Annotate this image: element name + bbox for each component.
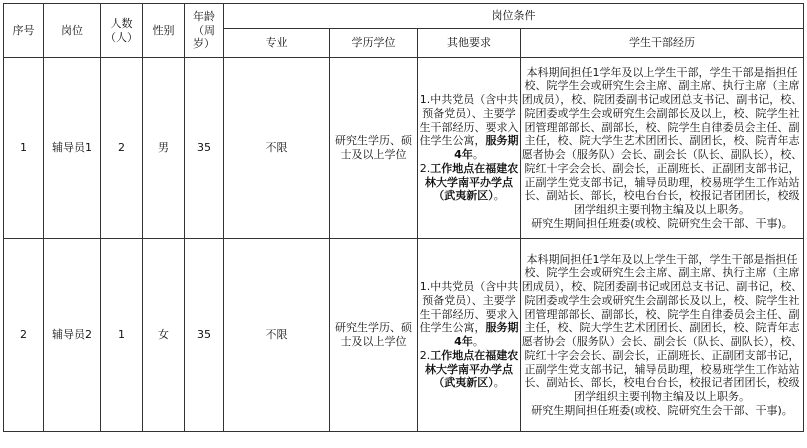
requirement-item-2	[418, 349, 520, 390]
cell-other-requirements	[418, 58, 521, 239]
header-count: 人数（人）	[101, 4, 143, 58]
cell-other-requirements	[418, 239, 521, 432]
requirement-emphasis: 工作地点在福建农林大学南平办学点（武夷新区）	[425, 161, 519, 203]
requirement-text: 1.中共党员（含中共预备党员）、主要学生干部经历、要求入住学生公寓，	[419, 93, 519, 148]
cell-degree: 研究生学历、硕士及以上学位	[330, 239, 418, 432]
cell-post: 辅导员2	[44, 239, 101, 432]
requirement-item-1	[418, 93, 520, 162]
header-degree: 学历学位	[330, 29, 418, 58]
requirement-item-2	[418, 162, 520, 203]
requirement-text: 。	[472, 335, 484, 348]
requirement-text: 。	[493, 189, 505, 203]
cell-age: 35	[185, 58, 224, 239]
header-major: 专业	[224, 29, 330, 58]
experience-undergrad: 本科期间担任1学年及以上学生干部，学生干部是指担任校、院学生会或研究生会主席、副主席、执行主席（主席团成员），校、院团委副书记或团总支书记、副书记，校、院团委或学生会或研究生会副部长及以上，校、院学生社团管理部部长、副部长，校、院学生自律委员会主任、副主任，校、院大学生艺术团团长、副团长，校、院青年志愿者协会（服务队）会长、副会长（队长、副队长），校、院红十字会会长、副会长，正副班长、正副团支部书记，正副学生党支部书记，辅导员助理，校易班学生工作站站长、副站长、部长，校电台台长，校报记者团团长，校级团学组织主要刊物主编及以上职务。	[521, 65, 803, 216]
cell-age: 35	[185, 239, 224, 432]
cell-count: 1	[101, 239, 143, 432]
requirement-text: 2.	[419, 161, 431, 175]
table-row	[4, 239, 804, 432]
requirement-text: 。	[493, 376, 505, 390]
cell-seq: 1	[4, 58, 44, 239]
header-post: 岗位	[44, 4, 101, 58]
header-conditions: 岗位条件	[224, 4, 804, 29]
requirement-text: 2.	[419, 348, 431, 362]
experience-graduate: 研究生期间担任班委(或校、院研究生会干部、干事)。	[531, 216, 793, 230]
cell-gender: 男	[143, 58, 185, 239]
requirement-text: 1.中共党员（含中共预备党员）、主要学生干部经历、要求入住学生公寓，	[419, 280, 519, 335]
cell-major: 不限	[224, 58, 330, 239]
header-other: 其他要求	[418, 29, 521, 58]
requirement-item-1	[418, 280, 520, 349]
cell-gender: 女	[143, 239, 185, 432]
experience-graduate: 研究生期间担任班委(或校、院研究生会干部、干事)。	[531, 403, 793, 417]
header-age: 年龄（周岁）	[185, 4, 224, 58]
cell-count: 2	[101, 58, 143, 239]
cell-experience	[521, 239, 804, 432]
cell-post: 辅导员1	[44, 58, 101, 239]
header-gender: 性别	[143, 4, 185, 58]
cell-seq: 2	[4, 239, 44, 432]
cell-major: 不限	[224, 239, 330, 432]
requirement-text: 。	[472, 148, 484, 161]
cell-experience	[521, 58, 804, 239]
requirement-emphasis: 服务期4年	[454, 321, 519, 348]
requirement-emphasis: 服务期4年	[454, 134, 519, 161]
experience-undergrad: 本科期间担任1学年及以上学生干部，学生干部是指担任校、院学生会或研究生会主席、副主席、执行主席（主席团成员），校、院团委副书记或团总支书记、副书记，校、院团委或学生会或研究生会副部长及以上，校、院学生社团管理部部长、副部长，校、院学生自律委员会主任、副主任，校、院大学生艺术团团长、副团长，校、院青年志愿者协会（服务队）会长、副会长（队长、副队长），校、院红十字会会长、副会长，正副班长、正副团支部书记，正副学生党支部书记，辅导员助理，校易班学生工作站站长、副站长、部长，校电台台长，校报记者团团长，校级团学组织主要刊物主编及以上职务。	[521, 252, 803, 403]
cell-degree: 研究生学历、硕士及以上学位	[330, 58, 418, 239]
recruitment-table	[3, 3, 804, 432]
header-seq: 序号	[4, 4, 44, 58]
table-row	[4, 58, 804, 239]
header-experience: 学生干部经历	[521, 29, 804, 58]
requirement-emphasis: 工作地点在福建农林大学南平办学点（武夷新区）	[425, 348, 519, 390]
